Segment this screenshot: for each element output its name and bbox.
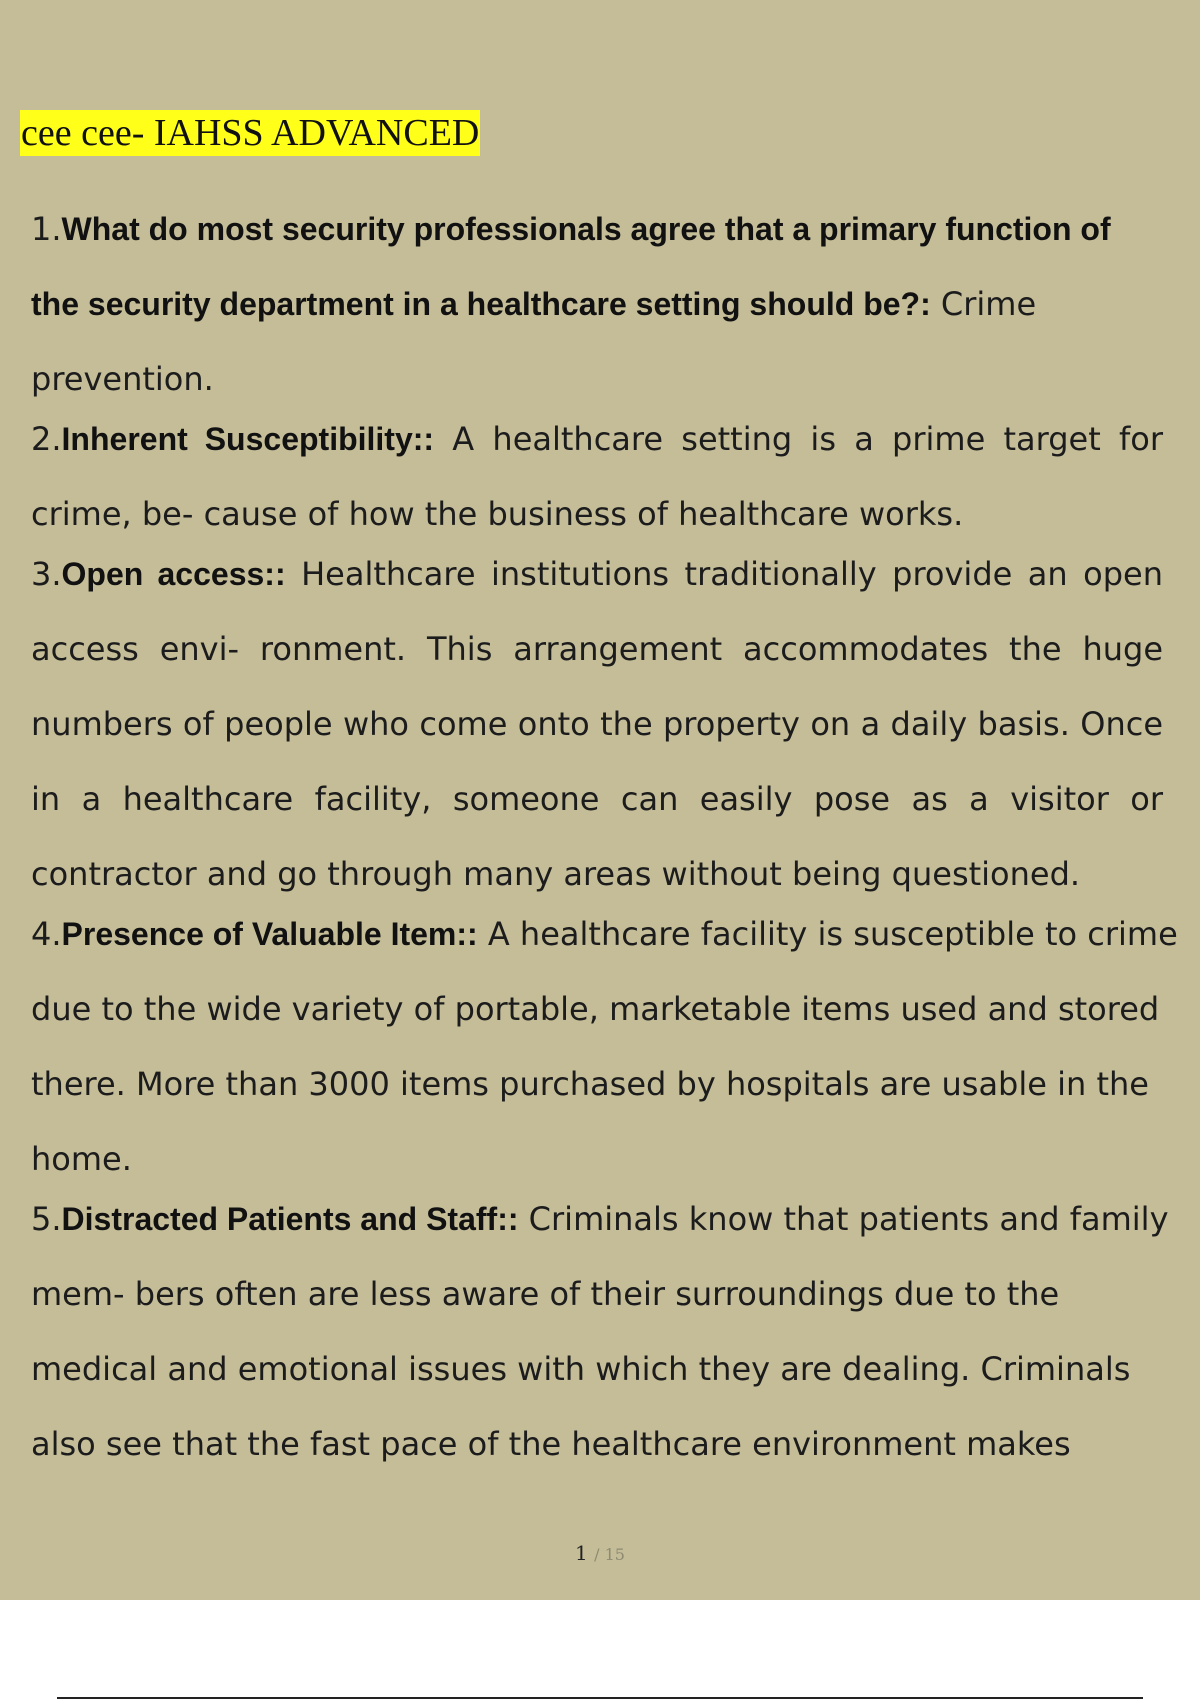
answer-line: medical and emotional issues with which they are dealing. Criminals bbox=[31, 1350, 1131, 1388]
answer-line: access envi- ronment. This arrangement accommodates the huge bbox=[31, 630, 1163, 668]
answer-text: Crime bbox=[930, 285, 1037, 323]
question-line bbox=[31, 537, 1163, 612]
answer-text: Healthcare institutions traditionally provide an open bbox=[285, 555, 1164, 593]
answer-text: A healthcare facility is susceptible to crime bbox=[477, 915, 1178, 953]
question-line bbox=[31, 402, 1163, 477]
question-term: Presence of Valuable Item:: bbox=[61, 916, 478, 952]
answer-line: mem- bers often are less aware of their surroundings due to the bbox=[31, 1275, 1060, 1313]
question-list bbox=[31, 192, 1200, 1467]
question-line bbox=[31, 192, 1200, 267]
question-number: 1. bbox=[31, 210, 62, 248]
question-item-4 bbox=[31, 897, 1200, 1197]
answer-line: numbers of people who come onto the property on a daily basis. Once bbox=[31, 705, 1163, 743]
answer-line: also see that the fast pace of the healthcare environment makes bbox=[31, 1425, 1071, 1463]
question-item-3 bbox=[31, 537, 1200, 912]
answer-line: due to the wide variety of portable, marketable items used and stored bbox=[31, 990, 1160, 1028]
page-number bbox=[0, 1541, 1200, 1565]
question-line bbox=[31, 1182, 1200, 1257]
question-line bbox=[31, 267, 1200, 342]
answer-line: in a healthcare facility, someone can easily pose as a visitor or bbox=[31, 780, 1163, 818]
answer-text: A healthcare setting is a prime target for bbox=[434, 420, 1164, 458]
question-term: Open access:: bbox=[61, 556, 286, 592]
question-item-2 bbox=[31, 402, 1200, 552]
question-number: 2. bbox=[31, 420, 62, 458]
answer-text: Criminals know that patients and family bbox=[518, 1200, 1169, 1238]
question-line bbox=[31, 897, 1200, 972]
question-number: 4. bbox=[31, 915, 62, 953]
answer-line: there. More than 3000 items purchased by hospitals are usable in the bbox=[31, 1065, 1149, 1103]
answer-line: home. bbox=[31, 1140, 132, 1178]
answer-line: prevention. bbox=[31, 360, 214, 398]
page-total: / 15 bbox=[594, 1545, 625, 1564]
answer-line: contractor and go through many areas without being questioned. bbox=[31, 855, 1081, 893]
question-term-continued: the security department in a healthcare setting should be?: bbox=[31, 286, 931, 322]
next-page-top-rule bbox=[57, 1697, 1143, 1699]
question-item-1 bbox=[31, 192, 1200, 417]
question-term: Inherent Susceptibility:: bbox=[61, 421, 435, 457]
question-term: Distracted Patients and Staff:: bbox=[61, 1201, 519, 1237]
question-item-5 bbox=[31, 1182, 1200, 1482]
page-current: 1 bbox=[575, 1541, 588, 1565]
question-number: 3. bbox=[31, 555, 62, 593]
document-title: cee cee- IAHSS ADVANCED bbox=[21, 112, 480, 154]
answer-line: crime, be- cause of how the business of healthcare works. bbox=[31, 495, 964, 533]
question-number: 5. bbox=[31, 1200, 62, 1238]
question-term: What do most security professionals agree that a primary function of bbox=[61, 211, 1111, 247]
